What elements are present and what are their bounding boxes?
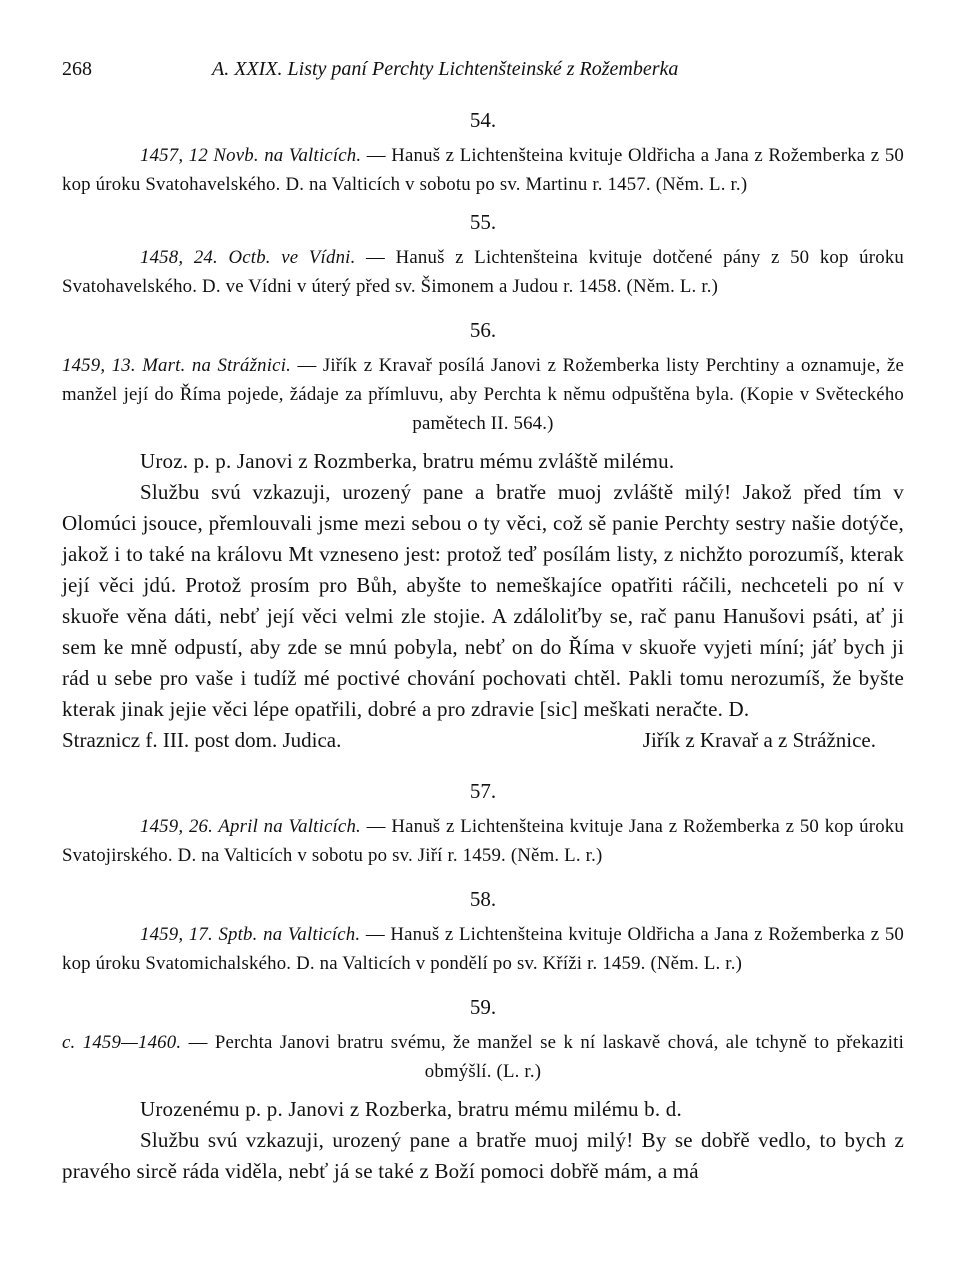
letter-signature: Jiřík z Kravař a z Strážnice.	[642, 728, 876, 752]
entry-regest	[62, 1028, 904, 1086]
entry-regest	[62, 243, 904, 301]
entry-date: 1459, 26. April na Valticích.	[140, 816, 361, 837]
entry-regest	[62, 141, 904, 199]
entry-date: 1458, 24. Octb. ve Vídni.	[140, 247, 356, 268]
letter-body: Službu svú vzkazuji, urozený pane a bratře muoj milý! By se dobřě vedlo, to bych z pravého sircě ráda viděla, nebť já se také z Boží pomoci dobřě mám, a má	[62, 1128, 904, 1183]
entry-regest	[62, 351, 904, 438]
page-header	[62, 58, 902, 90]
entry-summary: — Perchta Janovi bratru svému, že manžel se k ní laskavě chová, ale tchyně to překaziti obmýšlí. (L. r.)	[181, 1032, 904, 1082]
entry-date: 1457, 12 Novb. na Valticích.	[140, 145, 362, 166]
entry-date: c. 1459—1460.	[62, 1032, 182, 1053]
entry-summary: — Hanuš z Lichtenšteina kvituje Oldřicha a Jana z Rožemberka z 50 kop úroku Svatomichalského. D. na Valticích v pondělí po sv. Kříži r. 1459. (Něm. L. r.)	[62, 924, 905, 974]
letter-address: Uroz. p. p. Janovi z Rozmberka, bratru mému zvláště milému.	[140, 449, 675, 473]
entry-regest	[62, 920, 904, 978]
entry-number: 56.	[469, 318, 497, 342]
page-number: 268	[62, 58, 92, 80]
entry-number: 55.	[469, 210, 497, 234]
entry-date: 1459, 17. Sptb. na Valticích.	[140, 924, 361, 945]
entry-number: 54.	[469, 108, 497, 132]
letter-closing	[62, 725, 904, 756]
running-title: A. XXIX. Listy paní Perchty Lichtenšteinské z Rožemberka	[212, 58, 679, 80]
entry-number: 59.	[469, 995, 497, 1019]
entry-number: 57.	[469, 779, 497, 803]
entry-summary: — Jiřík z Kravař posílá Janovi z Rožemberka listy Perchtiny a oznamuje, že manžel její do Říma pojede, žádaje za přímluvu, aby Perchta k němu odpuštěna byla. (Kopie v Světeckého pamětech II. 564.)	[62, 355, 904, 434]
page-content	[62, 105, 904, 1187]
entry-date: 1459, 13. Mart. na Strážnici.	[62, 355, 292, 376]
entry-summary: — Hanuš z Lichtenšteina kvituje dotčené pány z 50 kop úroku Svatohavelského. D. ve Vídni v úterý před sv. Šimonem a Judou r. 1458. (Něm. L. r.)	[62, 247, 904, 297]
letter-address: Urozenému p. p. Janovi z Rozberka, bratru mému milému b. d.	[140, 1097, 682, 1121]
entry-summary: — Hanuš z Lichtenšteina kvituje Jana z Rožemberka z 50 kop úroku Svatojirského. D. na Valticích v sobotu po sv. Jiří r. 1459. (Něm. L. r.)	[62, 816, 904, 866]
entry-regest	[62, 812, 904, 870]
letter-body: Službu svú vzkazuji, urozený pane a bratře muoj zvláště milý! Jakož před tím v Olomúci jsouce, přemlouvali jsme mezi sebou o ty věci, což sě panie Perchty sestry našie dotýče, jakož i to také na královu Mt vzneseno jest: protož teď posílám listy, z nichžto porozumíš, kterak její věci jdú. Protož prosím pro Bůh, abyšte to nemeškajíce opatřiti ráčili, nechceteli po ní v skuoře věna dáti, nebť její věci velmi zle stojie. A zdáloliťby se, rač panu Hanušovi psáti, ať ji sem ke mně odpustí, aby zde se mnú pobyla, nebť on do Říma v skuoře vyjeti míní; jáť bych ji rád u sebe pro vaše i tudíž mé poctivé chování pochovati chtěl. Pakli tomu nerozumíš, že byšte kterak jinak jejie věci lépe opatřili, dobré a pro zdravie [sic] meškati neračte. D.	[62, 480, 904, 721]
entry-summary: — Hanuš z Lichtenšteina kvituje Oldřicha a Jana z Rožemberka z 50 kop úroku Svatohavelského. D. na Valticích v sobotu po sv. Martinu r. 1457. (Něm. L. r.)	[62, 145, 904, 195]
entry-number: 58.	[469, 887, 497, 911]
letter-place-date: Straznicz f. III. post dom. Judica.	[62, 728, 342, 752]
